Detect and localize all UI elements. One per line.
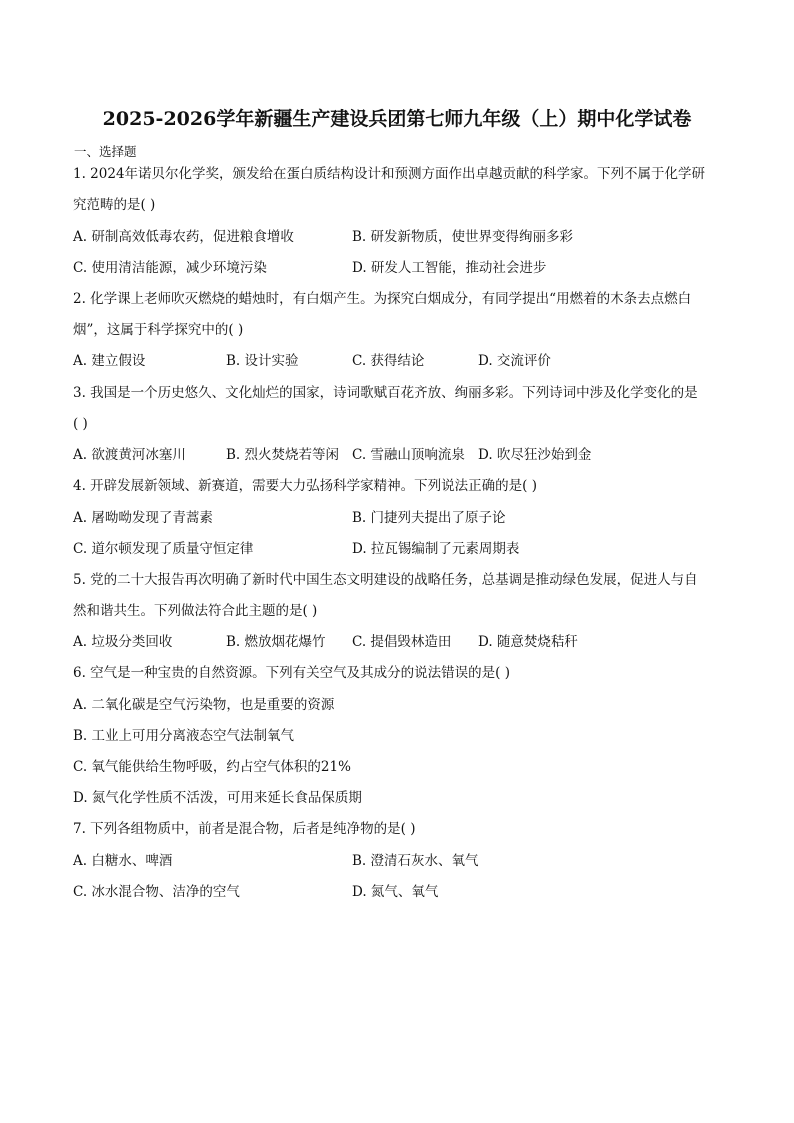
question-1-text-line1: 1. 2024年诺贝尔化学奖，颁发给在蛋白质结构设计和预测方面作出卓越贡献的科学家。下列不属于化学研 [73, 166, 706, 182]
question-2-text-line2: 烟”，这属于科学探究中的( ) [73, 322, 244, 338]
question-3-option-b: B. 烈火焚烧若等闲 [226, 447, 340, 463]
question-7-option-c: C. 冰水混合物、洁净的空气 [73, 884, 240, 900]
question-4-option-b: B. 门捷列夫提出了原子论 [352, 510, 506, 526]
question-1-option-a: A. 研制高效低毒农药，促进粮食增收 [73, 229, 294, 245]
question-1-option-b: B. 研发新物质，使世界变得绚丽多彩 [352, 229, 574, 245]
question-5-option-a: A. 垃圾分类回收 [73, 634, 173, 650]
question-6-option-d: D. 氮气化学性质不活泼，可用来延长食品保质期 [73, 790, 362, 806]
question-6-option-b: B. 工业上可用分离液态空气法制氧气 [73, 728, 295, 744]
question-5-text-line1: 5. 党的二十大报告再次明确了新时代中国生态文明建设的战略任务，总基调是推动绿色发展，促进人与自 [73, 572, 698, 588]
exam-title: 2025-2026学年新疆生产建设兵团第七师九年级（上）期中化学试卷 [102, 108, 692, 130]
question-6-option-a: A. 二氧化碳是空气污染物，也是重要的资源 [73, 697, 335, 713]
question-5-text-line2: 然和谐共生。下列做法符合此主题的是( ) [73, 603, 318, 619]
question-4-option-a: A. 屠呦呦发现了青蒿素 [73, 510, 213, 526]
question-1-text-line2: 究范畴的是( ) [73, 197, 156, 213]
question-3-option-d: D. 吹尽狂沙始到金 [478, 447, 592, 463]
question-3-option-c: C. 雪融山顶响流泉 [352, 447, 465, 463]
section-heading: 一、选择题 [74, 144, 137, 159]
question-5-option-b: B. 燃放烟花爆竹 [226, 634, 326, 650]
question-2-text-line1: 2. 化学课上老师吹灭燃烧的蜡烛时，有白烟产生。为探究白烟成分，有同学提出“用燃着的木条去点燃白 [73, 291, 692, 307]
question-6-text-line1: 6. 空气是一种宝贵的自然资源。下列有关空气及其成分的说法错误的是( ) [73, 665, 510, 681]
question-5-option-d: D. 随意焚烧秸秆 [478, 634, 578, 650]
question-2-option-c: C. 获得结论 [352, 353, 425, 369]
question-3-text-line2: ( ) [73, 416, 88, 432]
question-7-text-line1: 7. 下列各组物质中，前者是混合物，后者是纯净物的是( ) [73, 821, 416, 837]
question-4-option-c: C. 道尔顿发现了质量守恒定律 [73, 541, 254, 557]
question-2-option-a: A. 建立假设 [73, 353, 146, 369]
question-2-option-b: B. 设计实验 [226, 353, 299, 369]
question-3-text-line1: 3. 我国是一个历史悠久、文化灿烂的国家，诗词歌赋百花齐放、绚丽多彩。下列诗词中涉及化学变化的是 [73, 385, 698, 401]
question-4-option-d: D. 拉瓦锡编制了元素周期表 [352, 541, 520, 557]
question-5-option-c: C. 提倡毁林造田 [352, 634, 452, 650]
question-1-option-d: D. 研发人工智能，推动社会进步 [352, 260, 547, 276]
question-7-option-b: B. 澄清石灰水、氧气 [352, 853, 479, 869]
question-3-option-a: A. 欲渡黄河冰塞川 [73, 447, 186, 463]
question-2-option-d: D. 交流评价 [478, 353, 551, 369]
question-6-option-c: C. 氧气能供给生物呼吸，约占空气体积的21% [73, 759, 351, 775]
question-7-option-a: A. 白糖水、啤酒 [73, 853, 173, 869]
question-1-option-c: C. 使用清洁能源，减少环境污染 [73, 260, 267, 276]
question-7-option-d: D. 氮气、氧气 [352, 884, 439, 900]
question-4-text-line1: 4. 开辟发展新领域、新赛道，需要大力弘扬科学家精神。下列说法正确的是( ) [73, 478, 537, 494]
